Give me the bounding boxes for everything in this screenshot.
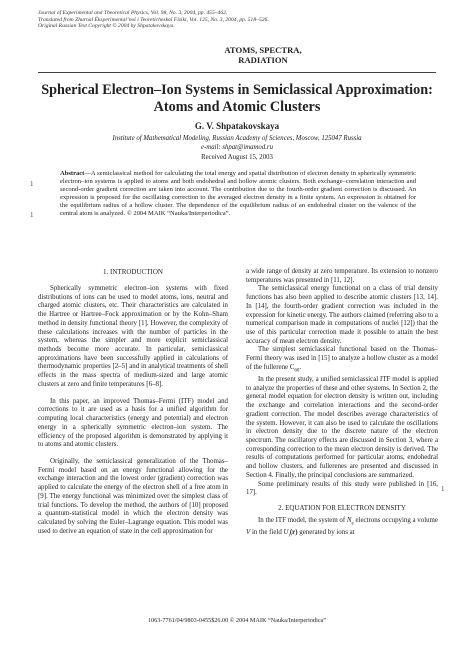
right-paragraph-3-text: The simplest semiclassical functional based on the Thomas–Fermi theory was used in [15] to analyze a hollow cluster as a model of the fullerene C — [246, 346, 438, 371]
p6-subscript-i: i — [288, 533, 290, 539]
journal-citation — [38, 10, 338, 30]
section-heading-line-2: RADIATION — [238, 55, 288, 65]
right-column — [246, 268, 438, 541]
p6-symbol-V: V — [246, 529, 251, 537]
p6-symbol-N: N — [346, 517, 352, 525]
title-line-2: Atoms and Atomic Clusters — [153, 99, 321, 115]
right-paragraph-1: a wide range of density at zero temperature. Its extension to nonzero temperatures was presented in [11, 12]. — [246, 268, 438, 284]
author-name: G. V. Shpatakovskaya — [194, 121, 280, 131]
p6-text-d: generated by ions at — [297, 529, 355, 537]
intro-heading: 1. INTRODUCTION — [103, 268, 163, 276]
p6-subscript-e: e — [351, 521, 354, 527]
journal-line-1: Journal of Experimental and Theoretical Physics, Vol. 98, No. 3, 2004, pp. 455–462. — [38, 10, 228, 16]
journal-line-3: Original Russian Text Copyright © 2004 by Shpatakovskaya. — [38, 23, 175, 30]
p6-symbol-r: (r) — [289, 529, 298, 537]
p6-text-b: electrons occupying a volume — [353, 517, 438, 525]
paper-title — [20, 82, 454, 116]
p6-symbol-U: U — [283, 529, 289, 537]
abstract-text: —A semiclassical method for calculating the total energy and spatial distribution of electron density in spherically symmetric electron–ion systems is applied to atoms and both endohedral and hollow atomic clusters. Both exchange–correlation interaction and second-order gradient correction are taken into account. The contribution due to the fourth-order gradient correction is discussed. An expression is proposed for the oscillating correction to the averaged electron density in a finite system. An expression is obtained for the equilibrium radius of a hollow cluster. The dependence of the equilibrium radius of an endohedral cluster on the valence of the central atom is analyzed. © 2004 MAIK “Nauka/Interperiodica”. — [60, 170, 416, 218]
header-rule — [38, 72, 436, 73]
p6-text-a: In the ITF model, the system of — [258, 517, 347, 525]
intro-paragraph-3: Originally, the semiclassical generalization of the Thomas–Fermi model based on an energy functional allowing for the exchange interaction and the lowest order (gradient) correction was applied to calculate the energy of the electron shell of a free atom in [9]. The energy functional was minimized over the simplest class of trial functions. To develop the method, the authors of [10] proposed a quantum-statistical model in which the electron density was calculated by solving the Euler–Lagrange equation. This model was used to derive an equation of state in the cell approximation for — [38, 457, 228, 535]
title-line-1: Spherical Electron–Ion Systems in Semiclassical Approximation: — [41, 82, 433, 98]
abstract — [60, 170, 416, 219]
section-heading-line-1: ATOMS, SPECTRA, — [224, 45, 302, 55]
margin-marker-1: 1 — [30, 180, 34, 188]
author-affiliation: Institute of Mathematical Modeling, Russian Academy of Sciences, Moscow, 125047 Russia — [112, 135, 362, 142]
received-date: Received August 15, 2003 — [201, 154, 273, 161]
right-paragraph-3 — [246, 346, 438, 376]
abstract-label: Abstract — [60, 170, 85, 177]
left-column — [38, 268, 228, 536]
fullerene-subscript: 60 — [294, 368, 300, 374]
p6-text-c: in the field — [250, 529, 284, 537]
margin-marker-2: 1 — [30, 211, 34, 219]
journal-line-2: Translated from Zhurnal Éksperimental’noĭ i Teoreticheskoĭ Fiziki, Vol. 125, No. 3, 2004, pp. 518–526. — [38, 16, 269, 23]
right-paragraph-2: The semiclassical energy functional on a class of trial density functions has also been applied to describe atomic clusters [13, 14]. In [14], the fourth-order gradient correction was included in the expression for kinetic energy. The authors claimed (referring also to a numerical comparison made in computations of nuclei [12]) that the use of this particular correction made it possible to attain the best accuracy of mean electron density. — [246, 285, 438, 345]
intro-paragraph-2: In this paper, an improved Thomas–Fermi (ITF) model and corrections to it are used as a basis for a unified algorithm for computing local characteristics (energy and potential) and electron energy in a spherically symmetric electron–ion system. The efficiency of the proposed algorithm is demonstrated by applying it to atoms and atomic clusters. — [38, 397, 228, 449]
author-email: e-mail: shpat@imamod.ru — [201, 144, 273, 151]
intro-paragraph-1: Spherically symmetric electron–ion systems with fixed distributions of ions can be used to model atoms, ions, neutral and charged atomic clusters, etc. Their characteristics are calculated in the Hartree or Hartree–Fock approximation or by the Kohn–Sham method in density functional theory [1]. However, the complexity of these calculations increases with the number of particles in the system, whereas the simpler and more explicit semiclassical methods become more accurate. In particular, semiclassical approximations have been successfully applied in calculations of thermodynamic properties [2–5] and in analytical treatments of shell effects in the mass spectra of medium-sized and large atomic clusters at zero and finite temperatures [6–8]. — [38, 285, 228, 388]
page-footer: 1063-7761/04/9803-0455$26.00 © 2004 MAIK “Nauka/Interperiodica” — [147, 617, 327, 624]
right-paragraph-6 — [246, 517, 438, 541]
right-paragraph-5: Some preliminary results of this study were published in [16, 17]. — [246, 480, 438, 497]
margin-marker-3: 1 — [441, 485, 445, 493]
right-paragraph-4: In the present study, a unified semiclassical ITF model is applied to analyze the properties of these and other systems. In Section 2, the general model equation for electron density is written out, including the exchange and correlation interactions and the second-order gradient correction. The model describes average characteristics of the system. However, it can also be used to calculate the oscillations in electron density due to the discrete nature of the electron spectrum. The oscillatory effects are discussed in Section 3, where a corresponding correction to the mean electron density is derived. The results of computations performed for particular atoms, endohedral and hollow clusters, and fullerenes are presented and discussed in Section 4. Finally, the principal conclusions are summarized. — [246, 376, 438, 479]
section-2-heading: 2. EQUATION FOR ELECTRON DENSITY — [278, 504, 406, 513]
right-paragraph-3-end: . — [299, 363, 302, 371]
